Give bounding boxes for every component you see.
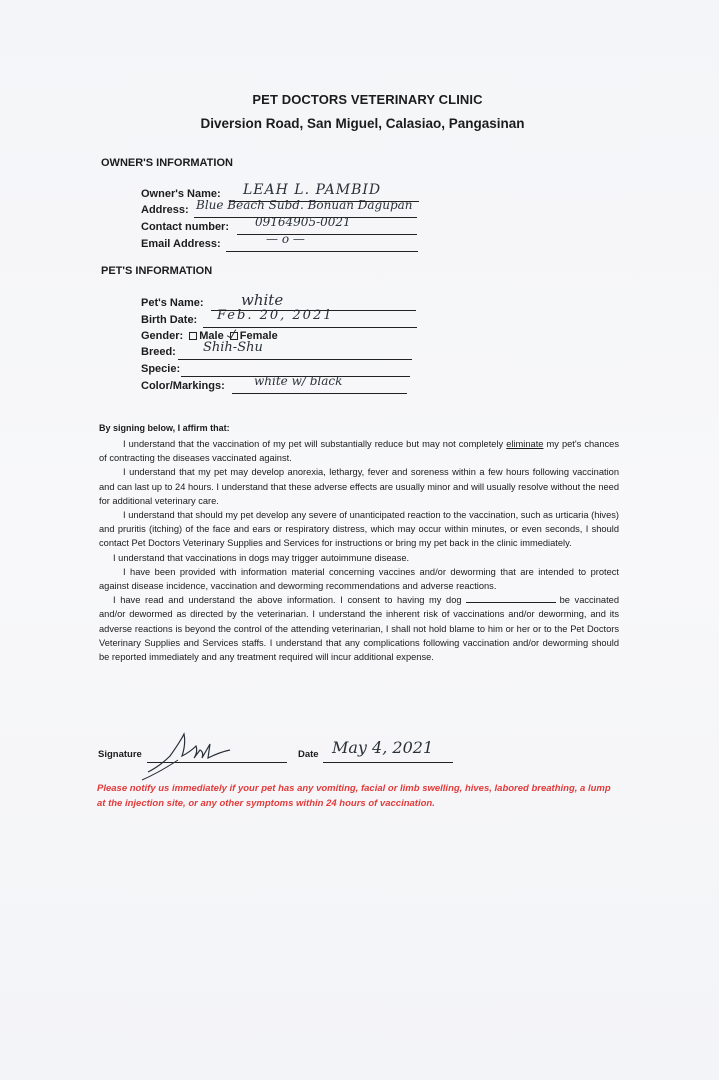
breed-line [178,359,412,360]
pet-name-value[interactable]: white [241,291,284,309]
agreement-text [99,437,619,664]
owner-name-value[interactable]: LEAH L. PAMBID [243,182,382,198]
red-notice: Please notify us immediately if your pet has any vomiting, facial or limb swelling, hives, labored breathing, a lump at the injection site, or any other symptoms within 24 hours of vaccination. [97,783,611,809]
agreement-paragraph [99,593,619,664]
birth-date-label: Birth Date: [141,314,198,326]
birth-date-line [203,327,417,328]
dog-name-blank[interactable] [466,602,556,603]
agreement-paragraph: I understand that should my pet develop any severe of unanticipated reaction to the vaccination, such as urticaria (hives) and pruritis (itching) of the face and ears or respiratory distress, which may occur within minutes, or even seconds, I should contact Pet Doctors Veterinary Supplies and Services for instructions or bring my pet back in the clinic immediately. [99,510,619,549]
clinic-address: Diversion Road, San Miguel, Calasiao, Pangasinan [200,116,525,131]
agreement-p6-text: I have read and understand the above information. I consent to having my dog [113,595,462,606]
agreement-p6-rest: be vaccinated and/or dewormed as directed by the veterinarian. I understand the inherent risk of vaccinations and/or deworming, and its adverse reactions is beyond the control of the attending veterinarian, I shall not hold blame to him or her or to the Pet Doctors Veterinary Supplies and Services staffs. I understand that any complications following vaccination and/or deworming should be reported immediately and any treatment required will incur additional expense. [99,595,619,663]
date-value[interactable]: May 4, 2021 [332,738,434,757]
date-label: Date [298,749,319,760]
agreement-paragraph: I understand that vaccinations in dogs may trigger autoimmune disease. [113,552,410,563]
gender-male-checkbox[interactable] [189,332,197,340]
agreement-paragraph: I understand that my pet may develop anorexia, lethargy, fever and soreness within a few hours following vaccination and can last up to 24 hours. I understand that these adverse effects are usually minor and will usually resolve without the need for additional veterinary care. [99,467,619,506]
owner-contact-line [237,234,417,235]
underlined-word: eliminate [506,439,544,449]
gender-label: Gender: [141,330,184,342]
owner-email-value[interactable]: — o — [266,232,305,246]
owner-section-heading: OWNER'S INFORMATION [101,157,233,169]
color-value[interactable]: white w/ black [254,374,343,388]
agreement-p1-text: I understand that the vaccination of my pet will substantially reduce but may not completely [123,439,504,449]
signature-stroke [148,734,230,772]
owner-name-label: Owner's Name: [141,188,221,200]
owner-email-line [226,251,418,252]
color-label: Color/Markings: [141,380,225,392]
owner-address-value[interactable]: Blue Beach Subd. Bonuan Dagupan [196,198,413,212]
clinic-name: PET DOCTORS VETERINARY CLINIC [252,92,483,107]
specie-label: Specie: [141,363,181,375]
owner-contact-label: Contact number: [141,221,229,233]
birth-date-value[interactable]: Feb. 20, 2021 [217,308,334,323]
breed-value[interactable]: Shih-Shu [203,340,263,355]
pet-name-label: Pet's Name: [141,297,204,309]
owner-email-label: Email Address: [141,238,221,250]
agreement-p1-rest: my pet's chances of contracting the diseases vaccinated against. [99,439,619,464]
breed-label: Breed: [141,346,176,358]
pet-section-heading: PET'S INFORMATION [101,265,213,277]
owner-contact-value[interactable]: 09164905-0021 [255,215,351,229]
owner-address-label: Address: [141,204,189,216]
agreement-paragraph: I have been provided with information material concerning vaccines and/or deworming that are intended to protect against disease incidence, vaccination and deworming recommendations and adverse reactions. [99,566,619,592]
agreement-paragraph [99,437,619,465]
signature-tail [142,760,178,780]
affirm-heading: By signing below, I affirm that: [99,423,230,433]
gender-male-label: Male [199,330,224,342]
date-line [323,762,453,763]
signature-graphic[interactable] [140,722,250,782]
signature-label: Signature [98,749,142,760]
gender-female-label: Female [239,330,278,342]
gender-female-checkbox[interactable] [230,332,238,340]
color-line [232,393,407,394]
